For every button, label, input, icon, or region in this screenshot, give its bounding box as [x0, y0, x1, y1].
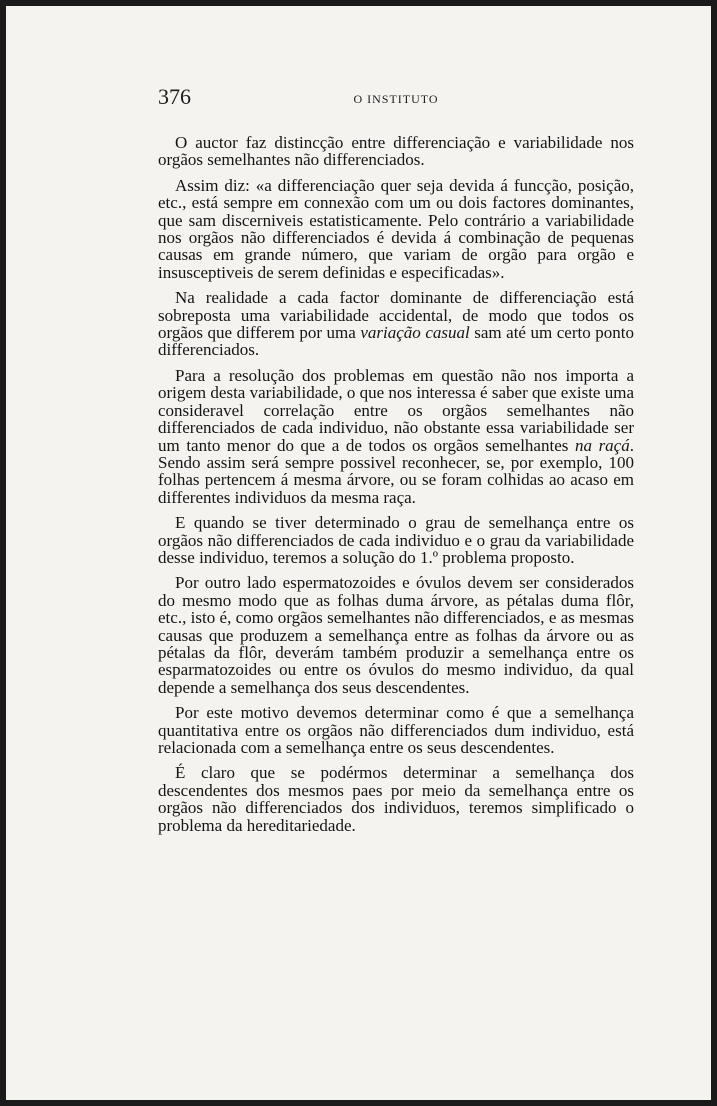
book-page [6, 6, 711, 1100]
page-number: 376 [158, 84, 191, 109]
paragraph-3-text-b: sam até um certo ponto differenciados. [158, 323, 634, 360]
paragraph-4-emphasis: na raçá [574, 435, 630, 455]
paragraph-7: Por este motivo devemos determinar como é que a semelhança quantitativa entre os orgãos não differenciados dum individuo, está relacionada com a semelhança entre os seus descendentes. [158, 703, 634, 757]
paragraph-2: Assim diz: «a differenciação quer seja devida á funcção, posição, etc., está sempre em connexão com um ou dois factores dominantes, que sam discerniveis estatisticamente. Pelo contrário a variabilidade nos orgãos não differenciados é devida á combinação de pequenas causas em grande número, que variam de orgão para orgão e insusceptiveis de serem definidas e especificadas». [158, 175, 634, 282]
paragraph-4 [158, 367, 634, 506]
paragraph-3-text-a: Na realidade a cada factor dominante de differenciação está sobreposta uma variabilidade accidental, de modo que todos os orgãos que differem por uma [158, 288, 634, 343]
paragraph-4-text-a: Para a resolução dos problemas em questão não nos importa a origem desta variabilidade, o que nos interessa é saber que existe uma consideravel correlação entre os orgãos semelhantes não differenciados de cada individuo, não obstante essa variabilidade ser um tanto menor do que a de todos os orgãos semelhantes [158, 365, 634, 455]
paragraph-3-emphasis: variação casual [360, 323, 470, 343]
page-header [158, 84, 634, 114]
paragraph-5: E quando se tiver determinado o grau de semelhança entre os orgãos não differenciados de cada individuo e o grau da variabilidade desse individuo, teremos a solução do 1.º problema proposto. [158, 513, 634, 567]
paragraph-6: Por outro lado espermatozoides e óvulos devem ser considerados do mesmo modo que as folhas duma árvore, as pétalas duma flôr, etc., isto é, como orgãos semelhantes não differenciados, e as mesmas causas que produzem a semelhança entre as folhas da árvore ou as pétalas da flôr, deverám também produzir a semelhança entre os esparmatozoides ou entre os óvulos do mesmo individuo, da qual depende a semelhança dos seus descendentes. [158, 573, 634, 697]
paragraph-1: O auctor faz distincção entre differenciação e variabilidade nos orgãos semelhantes não differenciados. [158, 133, 634, 170]
paragraph-3 [158, 289, 634, 359]
body-text [158, 134, 634, 834]
paragraph-8: É claro que se podérmos determinar a semelhança dos descendentes dos mesmos paes por meio da semelhança entre os orgãos não differenciados dos individuos, teremos simplificado o problema da hereditariedade. [158, 763, 634, 835]
running-head: O INSTITUTO [353, 92, 439, 106]
paragraph-4-text-b: . Sendo assim será sempre possivel reconhecer, se, por exemplo, 100 folhas pertencem á mesma árvore, ou se foram colhidas ao acaso em differentes individuos da mesma raça. [158, 435, 634, 507]
